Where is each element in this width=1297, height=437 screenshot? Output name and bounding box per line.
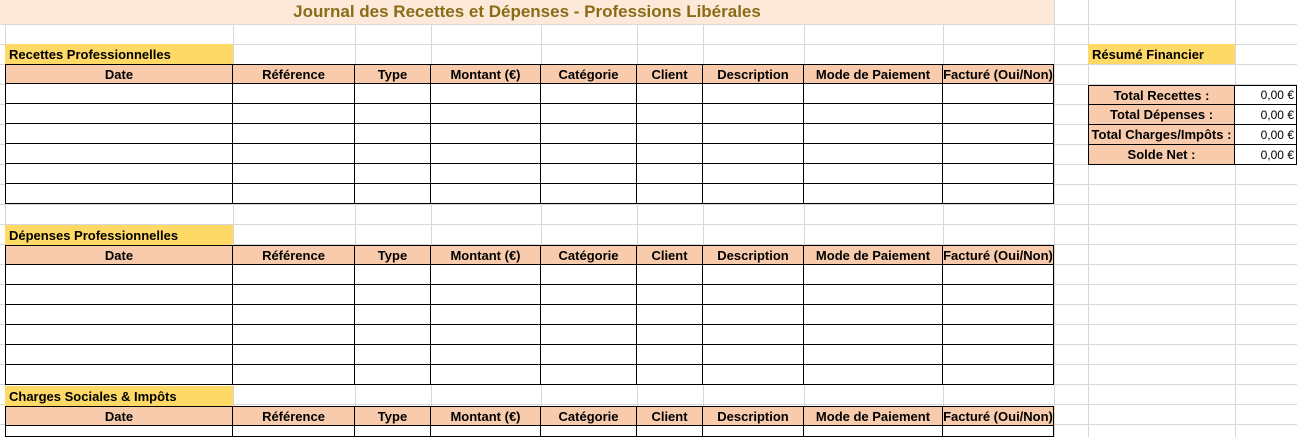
table-cell[interactable] [541, 265, 637, 285]
table-cell[interactable] [431, 325, 541, 345]
table-cell[interactable] [5, 426, 233, 437]
table-cell[interactable] [804, 184, 943, 204]
table-cell[interactable] [5, 124, 233, 144]
table-cell[interactable] [804, 164, 943, 184]
column-header[interactable]: Montant (€) [431, 64, 541, 84]
column-header[interactable]: Montant (€) [431, 245, 541, 265]
table-cell[interactable] [431, 285, 541, 305]
table-cell[interactable] [233, 265, 355, 285]
table-cell[interactable] [804, 104, 943, 124]
table-cell[interactable] [355, 345, 431, 365]
table-cell[interactable] [703, 184, 804, 204]
table-cell[interactable] [637, 325, 703, 345]
table-cell[interactable] [431, 365, 541, 385]
table-cell[interactable] [355, 285, 431, 305]
table-cell[interactable] [5, 365, 233, 385]
column-header[interactable]: Référence [233, 245, 355, 265]
table-cell[interactable] [431, 104, 541, 124]
gridline-vertical [1054, 0, 1055, 437]
table-cell[interactable] [943, 285, 1054, 305]
table-cell[interactable] [943, 124, 1054, 144]
table-cell[interactable] [233, 345, 355, 365]
table-cell[interactable] [431, 164, 541, 184]
table-cell[interactable] [5, 265, 233, 285]
table-cell[interactable] [637, 285, 703, 305]
table-cell[interactable] [804, 265, 943, 285]
table-cell[interactable] [943, 325, 1054, 345]
table-cell[interactable] [943, 144, 1054, 164]
table-cell[interactable] [5, 84, 233, 104]
table-cell[interactable] [943, 84, 1054, 104]
table-cell[interactable] [703, 164, 804, 184]
gridline-vertical [1088, 0, 1089, 437]
column-header[interactable]: Client [637, 245, 703, 265]
table-cell[interactable] [233, 426, 355, 437]
column-header[interactable]: Date [5, 245, 233, 265]
table-cell[interactable] [233, 325, 355, 345]
table-cell[interactable] [703, 365, 804, 385]
table-cell[interactable] [637, 305, 703, 325]
table-cell[interactable] [5, 325, 233, 345]
table-cell[interactable] [703, 325, 804, 345]
table-cell[interactable] [703, 265, 804, 285]
table-cell[interactable] [431, 345, 541, 365]
table-cell[interactable] [355, 325, 431, 345]
table-cell[interactable] [637, 164, 703, 184]
table-cell[interactable] [5, 285, 233, 305]
table-cell[interactable] [541, 164, 637, 184]
table-cell[interactable] [431, 184, 541, 204]
table-cell[interactable] [703, 305, 804, 325]
table-cell[interactable] [703, 144, 804, 164]
table-cell[interactable] [541, 305, 637, 325]
column-header[interactable]: Référence [233, 406, 355, 426]
summary-row-label[interactable]: Total Dépenses : [1088, 105, 1235, 125]
table-cell[interactable] [943, 426, 1054, 437]
table-cell[interactable] [804, 84, 943, 104]
table-cell[interactable] [943, 265, 1054, 285]
table-cell[interactable] [541, 104, 637, 124]
table-cell[interactable] [637, 104, 703, 124]
table-cell[interactable] [804, 285, 943, 305]
table-cell[interactable] [355, 104, 431, 124]
column-header[interactable]: Description [703, 406, 804, 426]
table-cell[interactable] [637, 345, 703, 365]
table-cell[interactable] [541, 345, 637, 365]
table-cell[interactable] [541, 124, 637, 144]
table-cell[interactable] [233, 365, 355, 385]
table-cell[interactable] [5, 345, 233, 365]
table-cell[interactable] [431, 426, 541, 437]
column-header[interactable]: Type [355, 245, 431, 265]
table-cell[interactable] [804, 325, 943, 345]
table-cell[interactable] [233, 305, 355, 325]
table-cell[interactable] [541, 144, 637, 164]
summary-row-label[interactable]: Total Recettes : [1088, 85, 1235, 105]
table-cell[interactable] [804, 124, 943, 144]
table-cell[interactable] [233, 84, 355, 104]
table-cell[interactable] [431, 305, 541, 325]
table-cell[interactable] [541, 325, 637, 345]
table-cell[interactable] [703, 104, 804, 124]
column-header[interactable]: Catégorie [541, 406, 637, 426]
table-cell[interactable] [355, 305, 431, 325]
table-cell[interactable] [804, 305, 943, 325]
table-cell[interactable] [5, 164, 233, 184]
summary-title[interactable]: Résumé Financier [1088, 44, 1235, 64]
table-cell[interactable] [943, 104, 1054, 124]
column-header[interactable]: Catégorie [541, 245, 637, 265]
column-header[interactable]: Facturé (Oui/Non) [943, 406, 1054, 426]
column-header[interactable]: Catégorie [541, 64, 637, 84]
summary-row-value[interactable]: 0,00 € [1235, 145, 1297, 165]
column-header[interactable]: Description [703, 245, 804, 265]
table-cell[interactable] [5, 144, 233, 164]
table-cell[interactable] [541, 285, 637, 305]
table-cell[interactable] [5, 184, 233, 204]
column-header[interactable]: Type [355, 64, 431, 84]
table-cell[interactable] [637, 84, 703, 104]
table-cell[interactable] [804, 144, 943, 164]
table-cell[interactable] [233, 184, 355, 204]
table-cell[interactable] [355, 144, 431, 164]
table-cell[interactable] [233, 144, 355, 164]
gridline-horizontal [0, 204, 1297, 205]
column-header[interactable]: Référence [233, 64, 355, 84]
table-cell[interactable] [233, 285, 355, 305]
table-cell[interactable] [637, 124, 703, 144]
table-cell[interactable] [355, 365, 431, 385]
table-cell[interactable] [431, 124, 541, 144]
table-cell[interactable] [541, 426, 637, 437]
summary-row-value[interactable]: 0,00 € [1235, 85, 1297, 105]
table-cell[interactable] [541, 84, 637, 104]
table-cell[interactable] [355, 124, 431, 144]
table-cell[interactable] [943, 184, 1054, 204]
table-cell[interactable] [355, 164, 431, 184]
summary-row-value[interactable]: 0,00 € [1235, 105, 1297, 125]
table-cell[interactable] [5, 104, 233, 124]
column-header[interactable]: Mode de Paiement [804, 64, 943, 84]
table-cell[interactable] [703, 285, 804, 305]
table-cell[interactable] [703, 124, 804, 144]
table-cell[interactable] [541, 365, 637, 385]
table-cell[interactable] [804, 365, 943, 385]
summary-row-value[interactable]: 0,00 € [1235, 125, 1297, 145]
column-header[interactable]: Facturé (Oui/Non) [943, 245, 1054, 265]
gridline-horizontal [0, 24, 1297, 25]
table-cell[interactable] [5, 305, 233, 325]
table-cell[interactable] [637, 184, 703, 204]
column-header[interactable]: Facturé (Oui/Non) [943, 64, 1054, 84]
column-header[interactable]: Client [637, 406, 703, 426]
sheet-title[interactable]: Journal des Recettes et Dépenses - Professions Libérales [0, 0, 1054, 24]
table-cell[interactable] [637, 265, 703, 285]
column-header[interactable]: Montant (€) [431, 406, 541, 426]
column-header[interactable]: Mode de Paiement [804, 245, 943, 265]
table-cell[interactable] [431, 144, 541, 164]
table-cell[interactable] [355, 184, 431, 204]
table-cell[interactable] [943, 305, 1054, 325]
table-cell[interactable] [943, 345, 1054, 365]
table-cell[interactable] [355, 84, 431, 104]
section-label[interactable]: Dépenses Professionnelles [5, 225, 233, 245]
table-cell[interactable] [943, 365, 1054, 385]
summary-row-label[interactable]: Total Charges/Impôts : [1088, 125, 1235, 145]
table-cell[interactable] [703, 345, 804, 365]
table-cell[interactable] [233, 124, 355, 144]
table-cell[interactable] [431, 265, 541, 285]
table-cell[interactable] [943, 164, 1054, 184]
column-header[interactable]: Date [5, 64, 233, 84]
table-cell[interactable] [804, 345, 943, 365]
summary-row-label[interactable]: Solde Net : [1088, 145, 1235, 165]
table-cell[interactable] [637, 426, 703, 437]
table-cell[interactable] [541, 184, 637, 204]
table-cell[interactable] [637, 365, 703, 385]
section-label[interactable]: Charges Sociales & Impôts [5, 386, 233, 406]
table-cell[interactable] [233, 104, 355, 124]
column-header[interactable]: Type [355, 406, 431, 426]
table-cell[interactable] [637, 144, 703, 164]
column-header[interactable]: Client [637, 64, 703, 84]
column-header[interactable]: Date [5, 406, 233, 426]
column-header[interactable]: Description [703, 64, 804, 84]
table-cell[interactable] [355, 265, 431, 285]
table-cell[interactable] [703, 426, 804, 437]
gridline-vertical [1235, 0, 1236, 437]
table-cell[interactable] [703, 84, 804, 104]
column-header[interactable]: Mode de Paiement [804, 406, 943, 426]
table-cell[interactable] [431, 84, 541, 104]
table-cell[interactable] [804, 426, 943, 437]
section-label[interactable]: Recettes Professionnelles [5, 44, 233, 64]
table-cell[interactable] [355, 426, 431, 437]
table-cell[interactable] [233, 164, 355, 184]
